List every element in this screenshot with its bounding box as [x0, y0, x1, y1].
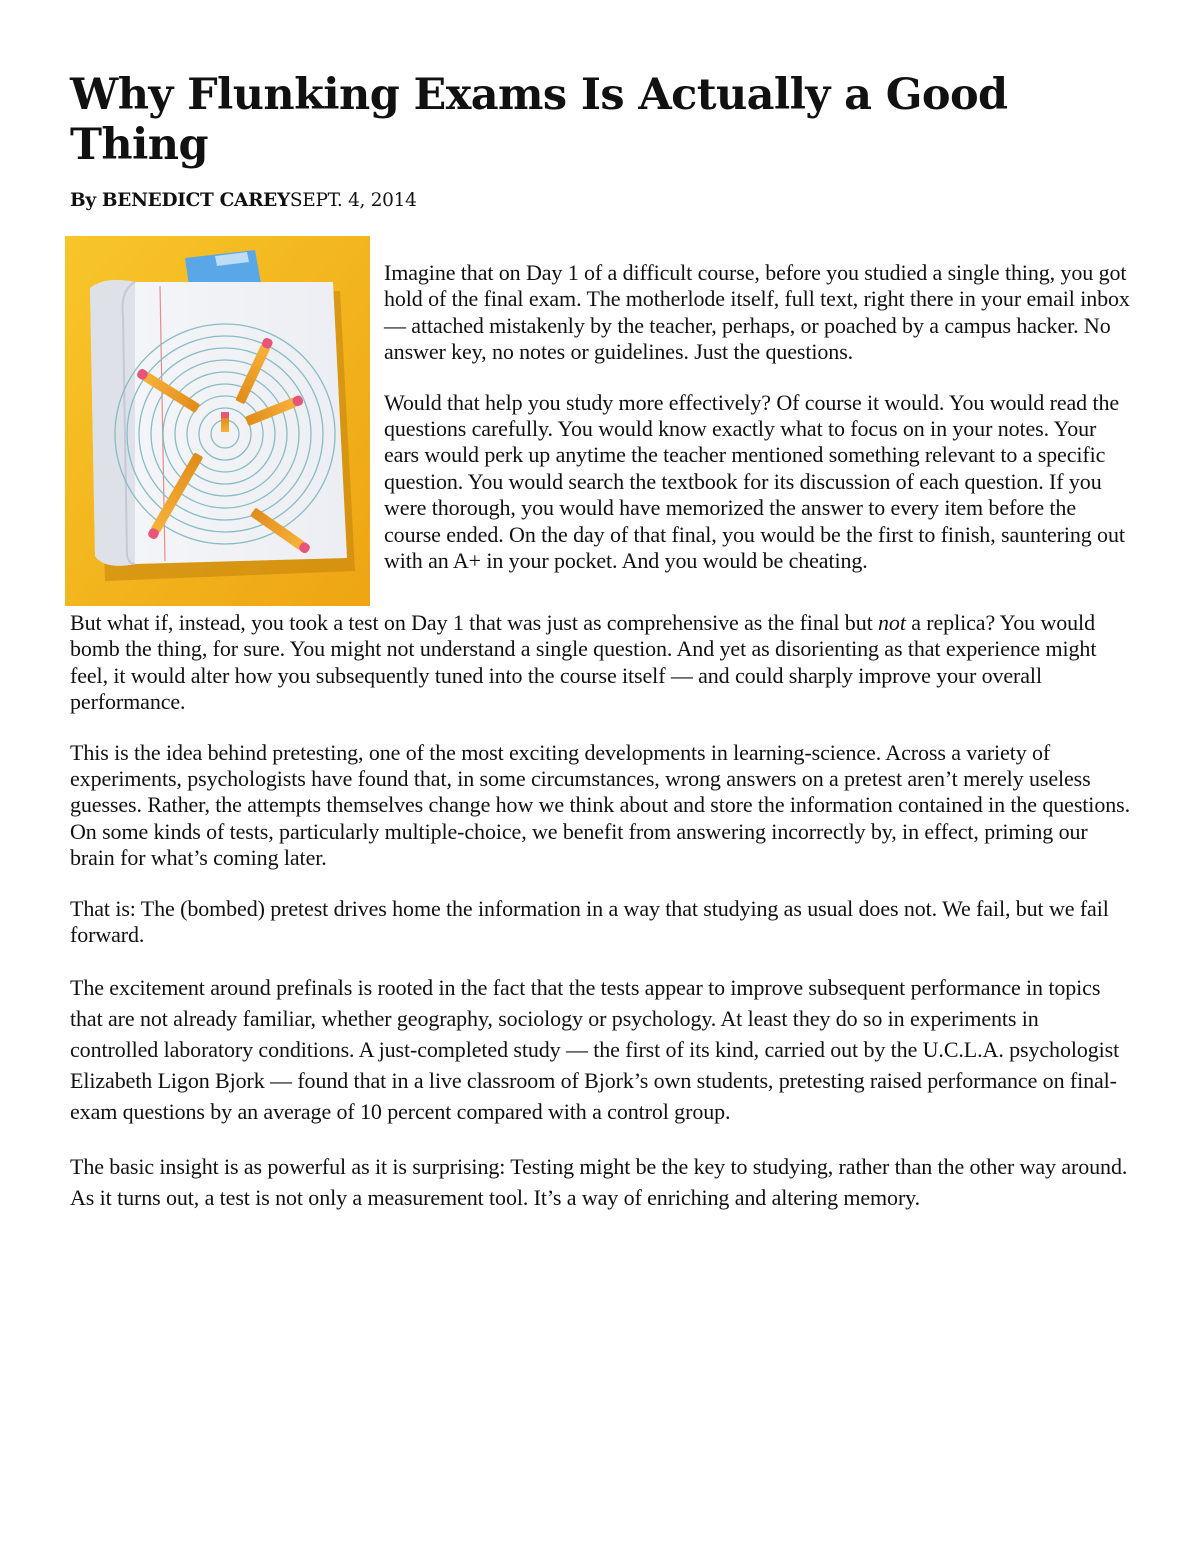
- article-body: [70, 236, 1132, 1213]
- byline-author: By BENEDICT CAREY: [70, 190, 290, 211]
- illustration-svg: [65, 236, 370, 606]
- paragraph-2: Would that help you study more effectively? Of course it would. You would read the questions carefully. You would know exactly what to focus on in your notes. Your ears would perk up anytime the teacher mentioned something relevant to a specific question. You would search the textbook for its discussion of each question. If you were thorough, you would have memorized the answer to every item before the course ended. On the day of that final, you would be the first to finish, sauntering out with an A+ in your pocket. And you would be cheating.: [384, 389, 1125, 574]
- paragraph-3: But what if, instead, you took a test on Day 1 that was just as comprehensive as the final but not a replica? You would bomb the thing, for sure. You might not understand a single question. And yet as disorienting as that experience might feel, it would alter how you subsequently tuned into the course itself — and could sharply improve your overall performance.: [70, 610, 1097, 715]
- byline-date: SEPT. 4, 2014: [289, 190, 417, 211]
- paragraph-6: The excitement around prefinals is rooted in the fact that the tests appear to improve subsequent performance in topics that are not already familiar, whether geography, sociology or psychology. At least they do so in experiments in controlled laboratory conditions. A just-completed study — the first of its kind, carried out by the U.C.L.A. psychologist Elizabeth Ligon Bjork — found that in a live classroom of Bjork’s own students, pretesting raised performance on final-exam questions by an average of 10 percent compared with a control group.: [70, 975, 1120, 1125]
- article-page: [70, 70, 1132, 1237]
- article-title: Why Flunking Exams Is Actually a Good Thing: [70, 70, 1008, 170]
- paragraph-4: This is the idea behind pretesting, one of the most exciting developments in learning-science. Across a variety of experiments, psychologists have found that, in some circumstances, wrong answers on a pretest aren’t merely useless guesses. Rather, the attempts themselves change how we think about and store the information contained in the questions. On some kinds of tests, particularly multiple-choice, we benefit from answering incorrectly by, in effect, priming our brain for what’s coming later.: [70, 739, 1130, 871]
- byline: [70, 190, 1132, 211]
- paragraph-5: That is: The (bombed) pretest drives home the information in a way that studying as usual does not. We fail, but we fail forward.: [70, 895, 1109, 948]
- paragraph-1: Imagine that on Day 1 of a difficult course, before you studied a single thing, you got hold of the final exam. The motherlode itself, full text, right there in your email inbox — attached mistakenly by the teacher, perhaps, or poached by a campus hacker. No answer key, no notes or guidelines. Just the questions.: [384, 260, 1130, 365]
- exam-target-illustration: [65, 236, 370, 606]
- emphasis-not: not: [878, 610, 906, 635]
- paragraph-7: The basic insight is as powerful as it is surprising: Testing might be the key to studying, rather than the other way around. As it turns out, a test is not only a measurement tool. It’s a way of enriching and altering memory.: [70, 1154, 1128, 1211]
